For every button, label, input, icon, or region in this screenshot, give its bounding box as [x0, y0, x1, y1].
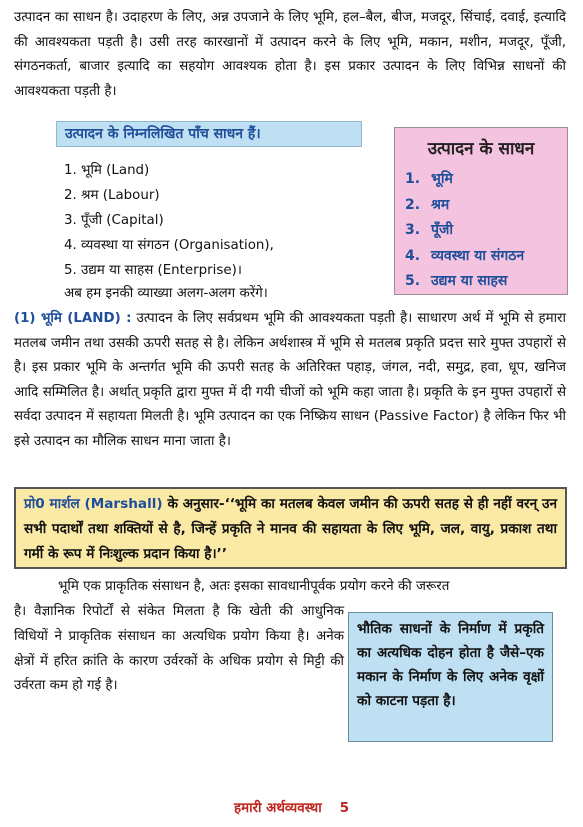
resource-paragraph-first-line: भूमि एक प्राकृतिक संसाधन है, अतः इसका सावधानीपूर्वक प्रयोग करने की जरूरत — [58, 579, 450, 594]
box-list-item — [405, 244, 524, 270]
land-section-paragraph — [14, 307, 566, 455]
item-number: 2. — [405, 196, 421, 213]
item-number: 3. — [405, 222, 421, 238]
note-box: भौतिक साधनों के निर्माण में प्रकृति का अत्यधिक दोहन होता है जैसे–एक मकान के निर्माण के लिए अनेक वृक्षों को काटना पड़ता है। — [348, 612, 553, 742]
page-footer — [0, 798, 583, 816]
list-item: 4. व्यवस्था या संगठन (Organisation), — [64, 238, 274, 253]
means-of-production-box — [394, 127, 568, 295]
book-title: हमारी अर्थव्यवस्था — [233, 801, 322, 816]
item-label: श्रम — [431, 196, 450, 213]
item-label: उद्यम या साहस — [431, 273, 508, 289]
box-list — [405, 167, 524, 295]
list-item: 2. श्रम (Labour) — [64, 188, 160, 203]
box-list-item — [405, 167, 524, 193]
box-list-item — [405, 269, 524, 295]
list-item: 1. भूमि (Land) — [64, 163, 150, 178]
five-means-list — [64, 158, 364, 283]
resource-paragraph: है। वैज्ञानिक रिपोर्टों से संकेत मिलता है कि खेती की आधुनिक विधियों ने प्राकृतिक संसाधन का अत्यधिक प्रयोग किया है। अनेक क्षेत्रों में हरित क्रांति के कारण उर्वरकों के अधिक प्रयोग से मिट्टी की उर्वरता कम हो गई है। — [14, 604, 344, 694]
item-label: व्यवस्था या संगठन — [431, 247, 525, 264]
quote-author: प्रो0 मार्शल (Marshall) — [24, 496, 163, 512]
item-number: 4. — [405, 247, 421, 264]
item-number: 5. — [405, 273, 421, 289]
quote-text: के अनुसार-‘‘भूमि का मतलब केवल जमीन की ऊपरी सतह से ही नहीं वरन् उन सभी पदार्थों तथा शक्तियों से है, जिन्हें प्रकृति ने मानव की सहायता के लिए भूमि, जल, वायु, प्रकाश तथा गर्मी के रूप में निःशुल्क प्रदान किया है।’’ — [24, 496, 557, 562]
box-title: उत्पादन के साधन — [427, 139, 535, 159]
item-label: भूमि — [431, 171, 453, 187]
list-item: 5. उद्यम या साहस (Enterprise)। — [64, 263, 242, 278]
explanation-note: अब हम इनकी व्याख्या अलग-अलग करेंगे। — [64, 286, 268, 301]
land-section-text: उत्पादन के लिए सर्वप्रथम भूमि की आवश्यकता पड़ती है। साधारण अर्थ में भूमि से हमारा मतलब जमीन तथा उसकी ऊपरी सतह से है। लेकिन अर्थशास्त्र में भूमि से मतलब प्रकृति प्रदत्त सारे मुफ्त उपहारों से है। इस प्रकार भूमि के अन्तर्गत भूमि की ऊपरी सतह के अतिरिक्त पहाड़, जंगल, नदी, समुद्र, हवा, धूप, खनिज आदि सम्मिलित है। अर्थात् प्रकृति द्वारा मुफ्त में दी गयी चीजों को भूमि कहा जाता है। प्रकृति के इन मुफ्त उपहारों से सर्वदा उत्पादन में सहायता मिलती है। भूमि उत्पादन का एक निष्क्रिय साधन (Passive Factor) है लेकिन फिर भी इसे उत्पादन का मौलिक साधन माना जाता है। — [14, 311, 566, 449]
page-number: 5 — [339, 801, 350, 816]
box-list-item — [405, 193, 524, 219]
item-label: पूँजी — [431, 222, 453, 238]
marshall-quote-box — [14, 487, 567, 569]
land-section-heading: (1) भूमि (LAND) : — [14, 311, 132, 326]
item-number: 1. — [405, 171, 421, 187]
five-means-heading: उत्पादन के निम्नलिखित पाँच साधन हैं। — [56, 121, 362, 147]
box-list-item — [405, 218, 524, 244]
list-item: 3. पूँजी (Capital) — [64, 213, 164, 228]
intro-paragraph: उत्पादन का साधन है। उदाहरण के लिए, अन्न उपजाने के लिए भूमि, हल–बैल, बीज, मजदूर, सिंचाई, दवाई, इत्यादि की आवश्यकता पड़ती है। उसी तरह कारखानों में उत्पादन करने के लिए भूमि, मकान, मशीन, मजदूर, पूँजी, संगठनकर्ता, बाजार इत्यादि का सहयोग आवश्यक होता है। इस प्रकार उत्पादन के लिए विभिन्न साधनों की आवश्यकता पड़ती है। — [14, 10, 566, 99]
